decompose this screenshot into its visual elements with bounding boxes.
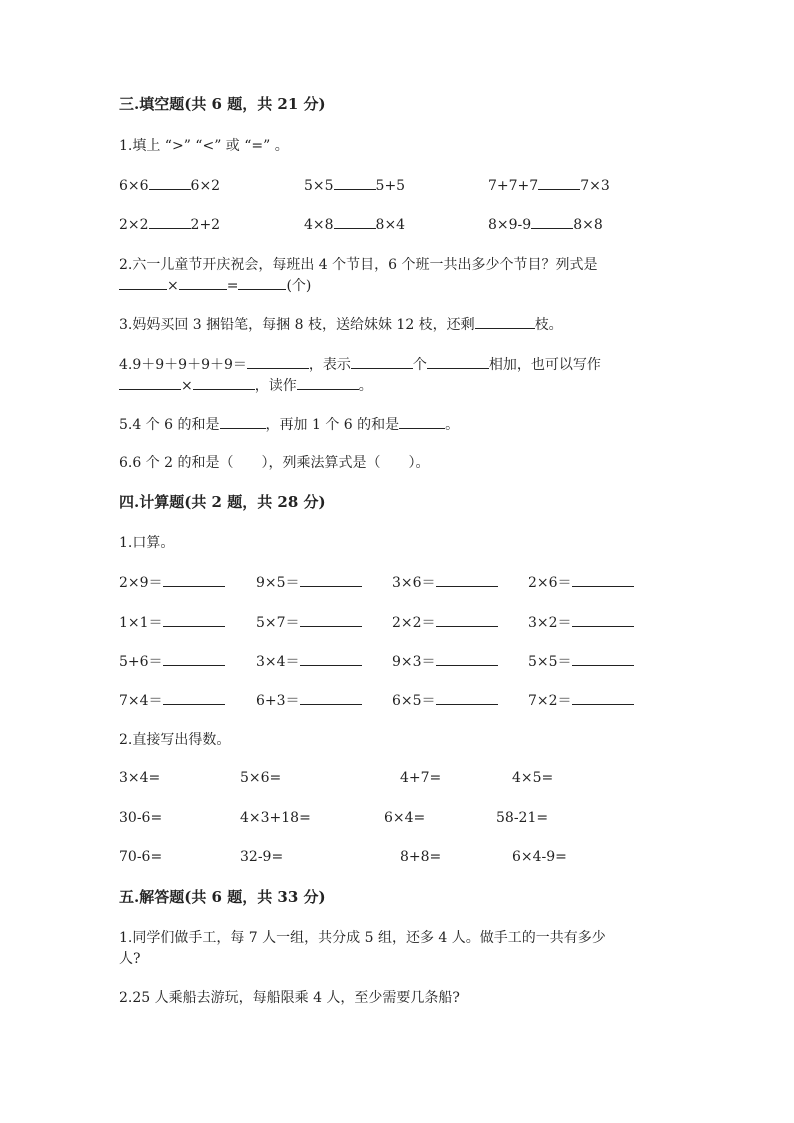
oral-calc-item [119, 572, 225, 593]
s3-q1-stem: 1.填上 “>” “<” 或 “=” 。 [119, 138, 289, 154]
direct-answer-item: 32-9= [240, 849, 284, 865]
direct-answer-item: 4×3+18= [240, 810, 311, 826]
s5-q2: 2.25 人乘船去游玩，每船限乘 4 人，至少需要几条船? [119, 990, 460, 1006]
oral-calc-item [528, 690, 634, 711]
calc-expression: 2×9＝ [119, 575, 163, 591]
answer-blank[interactable] [220, 414, 266, 429]
answer-blank[interactable] [572, 572, 634, 587]
compare-item: 7+7+7 7×3 [488, 175, 610, 196]
answer-blank[interactable] [351, 354, 413, 369]
answer-blank[interactable] [300, 690, 362, 705]
compare-item: 8×9-9 8×8 [488, 214, 603, 235]
oral-calc-item [392, 651, 498, 672]
calc-expression: 5+6＝ [119, 654, 163, 670]
s4-q2-stem: 2.直接写出得数。 [119, 732, 231, 748]
direct-answer-item: 6×4= [384, 810, 426, 826]
oral-calc-item [528, 572, 634, 593]
oral-calc-item [528, 651, 634, 672]
answer-blank[interactable] [572, 612, 634, 627]
calc-expression: 3×4＝ [256, 654, 300, 670]
s3-q5: 5.4 个 6 的和是 ，再加 1 个 6 的和是 。 [119, 414, 459, 435]
calc-expression: 6+3＝ [256, 693, 300, 709]
direct-answer-item: 4×5= [512, 770, 554, 786]
compare-item: 5×5 5+5 [304, 175, 405, 196]
calc-expression: 9×3＝ [392, 654, 436, 670]
oral-calc-item [392, 572, 498, 593]
answer-blank[interactable] [297, 375, 359, 390]
calc-expression: 1×1＝ [119, 615, 163, 631]
answer-blank[interactable] [300, 651, 362, 666]
answer-blank[interactable] [238, 275, 286, 290]
section-5-heading: 五.解答题(共 6 题，共 33 分) [119, 888, 326, 906]
direct-answer-item: 30-6= [119, 810, 163, 826]
answer-blank[interactable] [436, 651, 498, 666]
answer-blank[interactable] [572, 690, 634, 705]
section-4-heading: 四.计算题(共 2 题，共 28 分) [119, 493, 326, 511]
oral-calc-item [119, 690, 225, 711]
answer-blank[interactable] [427, 354, 489, 369]
compare-item: 6×6 6×2 [119, 175, 220, 196]
calc-expression: 6×5＝ [392, 693, 436, 709]
answer-blank[interactable] [119, 375, 181, 390]
answer-blank[interactable] [538, 175, 580, 190]
oral-calc-item [528, 612, 634, 633]
answer-blank[interactable] [247, 354, 309, 369]
direct-answer-item: 58-21= [496, 810, 549, 826]
oral-calc-item [256, 651, 362, 672]
answer-blank[interactable] [436, 612, 498, 627]
calc-expression: 3×6＝ [392, 575, 436, 591]
calc-expression: 7×2＝ [528, 693, 572, 709]
answer-blank[interactable] [193, 375, 255, 390]
oral-calc-item [392, 612, 498, 633]
s3-q6: 6.6 个 2 的和是（ ），列乘法算式是（ ）。 [119, 455, 430, 471]
oral-calc-item [119, 612, 225, 633]
compare-item: 2×2 2+2 [119, 214, 220, 235]
oral-calc-item [256, 572, 362, 593]
answer-blank[interactable] [300, 572, 362, 587]
oral-calc-item [392, 690, 498, 711]
answer-blank[interactable] [149, 175, 191, 190]
direct-answer-item: 70-6= [119, 849, 163, 865]
oral-calc-item [256, 690, 362, 711]
s5-q1-line1: 1.同学们做手工，每 7 人一组，共分成 5 组，还多 4 人。做手工的一共有多少 [119, 930, 606, 946]
calc-expression: 9×5＝ [256, 575, 300, 591]
answer-blank[interactable] [163, 612, 225, 627]
direct-answer-item: 3×4= [119, 770, 161, 786]
oral-calc-item [119, 651, 225, 672]
s3-q4-line1: 4.9＋9＋9＋9＋9＝ ，表示 个 相加，也可以写作 [119, 354, 601, 375]
answer-blank[interactable] [163, 651, 225, 666]
calc-expression: 7×4＝ [119, 693, 163, 709]
s3-q2-line1: 2.六一儿童节开庆祝会，每班出 4 个节目，6 个班一共出多少个节目？列式是 [119, 257, 598, 273]
answer-blank[interactable] [119, 275, 167, 290]
direct-answer-item: 5×6= [240, 770, 282, 786]
answer-blank[interactable] [399, 414, 445, 429]
answer-blank[interactable] [334, 214, 376, 229]
answer-blank[interactable] [572, 651, 634, 666]
answer-blank[interactable] [163, 572, 225, 587]
calc-expression: 2×6＝ [528, 575, 572, 591]
s5-q1-line2: 人? [119, 951, 141, 967]
oral-calc-item [256, 612, 362, 633]
answer-blank[interactable] [436, 690, 498, 705]
compare-item: 4×8 8×4 [304, 214, 405, 235]
calc-expression: 3×2＝ [528, 615, 572, 631]
direct-answer-item: 4+7= [400, 770, 442, 786]
answer-blank[interactable] [149, 214, 191, 229]
direct-answer-item: 8+8= [400, 849, 442, 865]
answer-blank[interactable] [531, 214, 573, 229]
answer-blank[interactable] [436, 572, 498, 587]
section-3-heading: 三.填空题(共 6 题，共 21 分) [119, 95, 326, 113]
s3-q4-line2: × ，读作 。 [119, 375, 373, 396]
calc-expression: 5×5＝ [528, 654, 572, 670]
s3-q3: 3.妈妈买回 3 捆铅笔，每捆 8 枝，送给妹妹 12 枝，还剩 枝。 [119, 314, 563, 335]
answer-blank[interactable] [334, 175, 376, 190]
answer-blank[interactable] [475, 314, 535, 329]
calc-expression: 2×2＝ [392, 615, 436, 631]
direct-answer-item: 6×4-9= [512, 849, 567, 865]
answer-blank[interactable] [163, 690, 225, 705]
s4-q1-stem: 1.口算。 [119, 535, 175, 551]
calc-expression: 5×7＝ [256, 615, 300, 631]
s3-q2-line2: × = (个) [119, 275, 311, 296]
answer-blank[interactable] [179, 275, 227, 290]
answer-blank[interactable] [300, 612, 362, 627]
